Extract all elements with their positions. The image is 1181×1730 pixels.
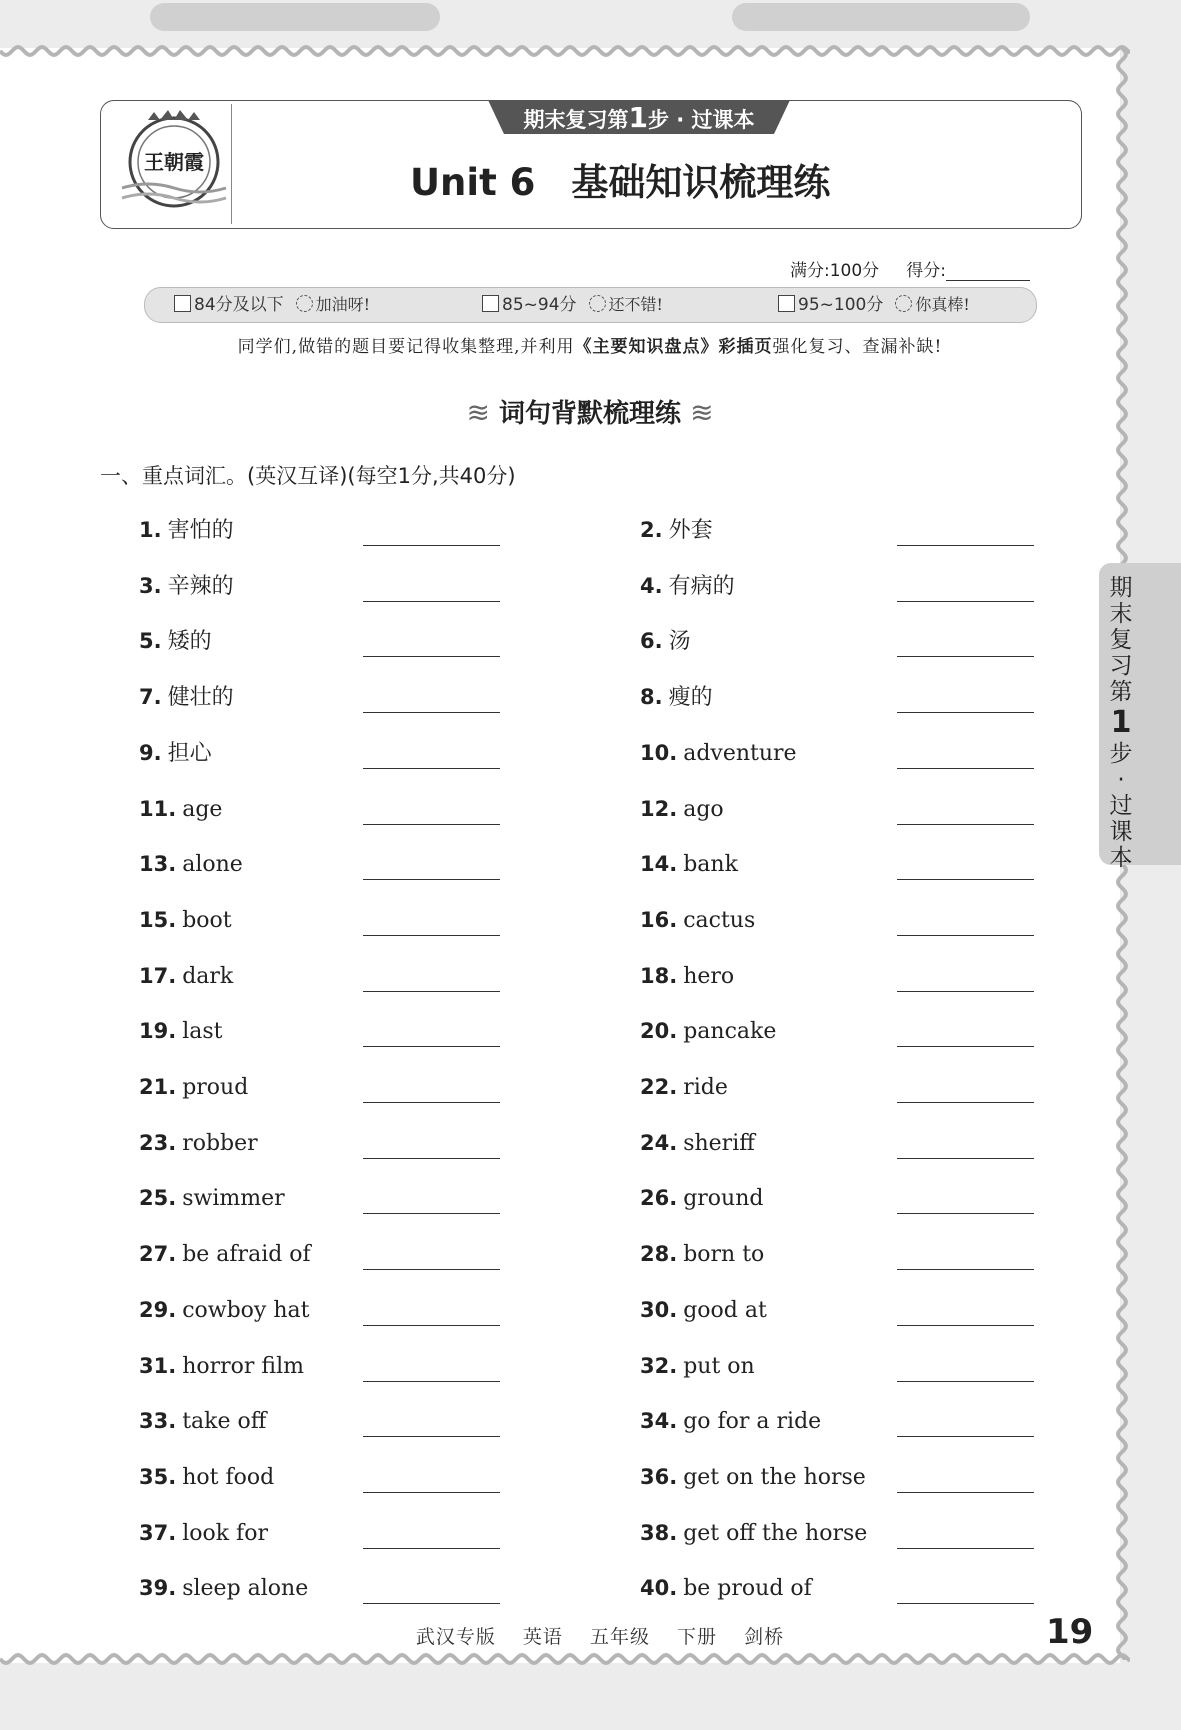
item-number: 31. [139, 1353, 177, 1378]
item-text: born to [683, 1242, 765, 1268]
item-number: 38. [640, 1520, 678, 1545]
score-blank[interactable] [946, 264, 1030, 281]
item-text: swimmer [182, 1186, 285, 1212]
side-tab-char: 期 [1109, 575, 1133, 601]
item-number: 12. [640, 796, 678, 821]
vocab-item [139, 1183, 285, 1213]
item-number: 40. [640, 1576, 678, 1601]
answer-blank[interactable] [363, 824, 500, 825]
section-title-text: 词句背默梳理练 [498, 399, 681, 429]
item-number: 39. [139, 1576, 177, 1601]
publisher-logo [118, 106, 230, 218]
vocab-item [640, 1072, 728, 1102]
answer-blank[interactable] [897, 1158, 1034, 1159]
item-number: 27. [139, 1242, 177, 1267]
item-text: 外套 [668, 518, 713, 543]
level-item-2 [482, 293, 663, 317]
level-range-1: 84分及以下 [194, 295, 284, 315]
banner-pre: 期末复习第 [523, 108, 629, 132]
item-text: good at [683, 1297, 767, 1323]
vocab-item [640, 1239, 764, 1269]
answer-blank[interactable] [363, 712, 500, 713]
answer-blank[interactable] [363, 935, 500, 936]
banner-post: 步 · 过课本 [647, 108, 755, 132]
item-text: bank [683, 852, 738, 878]
vocab-item [139, 961, 233, 991]
score-got-label: 得分: [906, 261, 946, 281]
item-number: 29. [139, 1297, 177, 1322]
vocab-item [139, 515, 234, 545]
side-tab-char: 习 [1109, 653, 1133, 679]
item-text: go for a ride [683, 1409, 822, 1435]
answer-blank[interactable] [363, 1213, 500, 1214]
item-number: 15. [139, 907, 177, 932]
level-range-2: 85~94分 [502, 295, 577, 315]
level-segment-3 [732, 3, 1030, 31]
item-number: 19. [139, 1019, 177, 1044]
title-main: 基础知识梳理练 [571, 161, 831, 204]
item-text: take off [182, 1409, 267, 1435]
vocab-item [640, 682, 713, 712]
vocab-item [640, 961, 734, 991]
item-text: 辛辣的 [167, 573, 234, 599]
item-number: 33. [139, 1409, 177, 1434]
item-text: ride [683, 1075, 728, 1100]
smile-face-icon [589, 295, 606, 312]
level-checkbox-3[interactable] [778, 295, 795, 312]
cheer-face-icon [296, 295, 313, 312]
answer-blank[interactable] [363, 1381, 500, 1382]
side-tab-char: 步 [1109, 741, 1133, 767]
vocab-item [640, 1016, 776, 1046]
page-number: 19 [1046, 1612, 1094, 1652]
item-number: 14. [640, 852, 678, 877]
item-number: 36. [640, 1464, 678, 1489]
item-number: 24. [640, 1130, 678, 1155]
item-number: 35. [139, 1464, 177, 1489]
answer-blank[interactable] [897, 935, 1034, 936]
item-text: cowboy hat [182, 1297, 310, 1323]
item-number: 8. [640, 685, 663, 710]
item-number: 1. [139, 518, 162, 542]
note-post: 强化复习、查漏补缺! [772, 337, 943, 357]
item-number: 17. [139, 963, 177, 988]
answer-blank[interactable] [363, 601, 500, 602]
item-text: cactus [683, 907, 756, 933]
vocab-item [139, 905, 232, 935]
vocab-item [640, 515, 713, 545]
answer-blank[interactable] [897, 1325, 1034, 1326]
answer-blank[interactable] [363, 991, 500, 992]
item-text: hot food [182, 1464, 275, 1490]
note-pre: 同学们,做错的题目要记得收集整理,并利用 [237, 337, 575, 357]
answer-blank[interactable] [897, 712, 1034, 713]
vocab-item [139, 794, 222, 824]
vocab-item [640, 1406, 821, 1436]
vocab-item [640, 626, 691, 656]
vocab-item [139, 1573, 308, 1603]
answer-blank[interactable] [363, 768, 500, 769]
footer-volume: 下册 [677, 1626, 718, 1648]
level-message-3: 你真棒! [915, 295, 970, 314]
vocab-item [139, 1239, 311, 1269]
vocab-item [139, 571, 234, 601]
answer-blank[interactable] [363, 1325, 500, 1326]
item-text: proud [182, 1075, 249, 1100]
answer-blank[interactable] [897, 1381, 1034, 1382]
vocab-item [139, 626, 212, 656]
page-title [410, 152, 880, 202]
wave-right-icon: ≋ [690, 396, 714, 429]
item-number: 37. [139, 1520, 177, 1545]
item-number: 11. [139, 796, 177, 821]
answer-blank[interactable] [363, 1269, 500, 1270]
item-text: get on the horse [683, 1464, 866, 1490]
answer-blank[interactable] [363, 1492, 500, 1493]
vocab-item [640, 1573, 812, 1603]
side-tab-char: 课 [1109, 819, 1133, 845]
item-number: 3. [139, 573, 162, 598]
item-text: alone [182, 852, 243, 878]
item-text: put on [683, 1353, 755, 1379]
side-tab-char: 1 [1110, 705, 1132, 740]
question-instruction: 一、重点词汇。(英汉互译)(每空1分,共40分) [100, 464, 516, 488]
level-item-3 [778, 293, 970, 317]
answer-blank[interactable] [363, 879, 500, 880]
item-text: 矮的 [167, 629, 212, 655]
top-wave-border [0, 44, 1130, 58]
footer [400, 1622, 800, 1652]
answer-blank[interactable] [897, 545, 1034, 546]
item-text: hero [683, 963, 735, 989]
answer-blank[interactable] [897, 1046, 1034, 1047]
footer-publisher: 剑桥 [744, 1626, 785, 1648]
vocab-item [640, 849, 738, 879]
item-number: 32. [640, 1353, 678, 1378]
answer-blank[interactable] [363, 1102, 500, 1103]
answer-blank[interactable] [897, 768, 1034, 769]
section-title [440, 393, 740, 433]
answer-blank[interactable] [363, 1603, 500, 1604]
item-text: be afraid of [182, 1242, 311, 1268]
side-tab-char: 第 [1109, 679, 1133, 705]
side-tab-char: 复 [1109, 627, 1133, 653]
vocab-item [640, 905, 755, 935]
answer-blank[interactable] [363, 1158, 500, 1159]
item-number: 6. [640, 629, 663, 654]
level-range-3: 95~100分 [798, 295, 884, 315]
item-number: 4. [640, 573, 663, 598]
item-text: pancake [683, 1019, 777, 1045]
item-text: 害怕的 [167, 518, 234, 543]
item-number: 10. [640, 740, 678, 765]
vocab-item [139, 1128, 258, 1158]
item-text: age [182, 796, 223, 822]
vocab-item [640, 1295, 767, 1325]
answer-blank[interactable] [897, 1436, 1034, 1437]
level-item-1 [174, 293, 370, 317]
level-checkbox-2[interactable] [482, 295, 499, 312]
answer-blank[interactable] [363, 1548, 500, 1549]
item-number: 25. [139, 1186, 177, 1211]
item-text: 瘦的 [668, 685, 713, 711]
vocab-item [139, 1462, 274, 1492]
footer-edition: 武汉专版 [415, 1626, 496, 1648]
item-number: 23. [139, 1130, 177, 1155]
item-number: 21. [139, 1075, 177, 1099]
vocab-item [139, 682, 234, 712]
vocab-item [640, 1128, 755, 1158]
item-number: 16. [640, 907, 678, 932]
item-text: robber [182, 1130, 258, 1156]
vocab-item [640, 738, 797, 768]
answer-blank[interactable] [897, 824, 1034, 825]
item-number: 30. [640, 1297, 678, 1322]
item-text: dark [182, 963, 234, 989]
vocab-item [640, 1518, 867, 1548]
level-message-2: 还不错! [608, 295, 663, 314]
logo-divider [231, 104, 232, 224]
item-number: 2. [640, 518, 663, 542]
item-number: 13. [139, 852, 177, 877]
vocab-item [640, 794, 724, 824]
answer-blank[interactable] [897, 1269, 1034, 1270]
footer-grade: 五年级 [589, 1626, 650, 1648]
item-text: 汤 [668, 629, 691, 655]
item-number: 5. [139, 629, 162, 654]
item-text: last [182, 1019, 223, 1045]
vocab-item [139, 1518, 268, 1548]
answer-blank[interactable] [897, 656, 1034, 657]
item-number: 28. [640, 1242, 678, 1267]
level-checkbox-1[interactable] [174, 295, 191, 312]
review-note [150, 332, 1030, 356]
item-text: sheriff [683, 1130, 755, 1156]
item-text: ground [683, 1186, 764, 1212]
answer-blank[interactable] [363, 1436, 500, 1437]
answer-blank[interactable] [363, 545, 500, 546]
side-tab-char: 本 [1109, 845, 1133, 871]
footer-subject: 英语 [522, 1626, 563, 1648]
item-text: look for [182, 1520, 268, 1546]
item-text: be proud of [683, 1576, 812, 1602]
answer-blank[interactable] [897, 1102, 1034, 1103]
answer-blank[interactable] [897, 1492, 1034, 1493]
side-tab-char: · [1117, 767, 1125, 793]
item-text: horror film [182, 1353, 304, 1379]
answer-blank[interactable] [897, 879, 1034, 880]
item-text: 健壮的 [167, 685, 234, 711]
vocab-item [139, 1072, 248, 1102]
level-segment-1 [150, 3, 440, 31]
answer-blank[interactable] [897, 1603, 1034, 1604]
answer-blank[interactable] [897, 1548, 1034, 1549]
answer-blank[interactable] [363, 656, 500, 657]
item-text: 有病的 [668, 573, 735, 599]
banner-label [488, 102, 790, 134]
answer-blank[interactable] [897, 601, 1034, 602]
vocab-item [139, 1016, 223, 1046]
answer-blank[interactable] [897, 991, 1034, 992]
vocab-item [640, 1351, 755, 1381]
logo-text: 王朝霞 [144, 150, 204, 174]
item-text: sleep alone [182, 1576, 309, 1602]
vocab-item [139, 738, 212, 768]
answer-blank[interactable] [363, 1046, 500, 1047]
level-message-1: 加油呀! [315, 295, 371, 314]
vocab-item [139, 1295, 309, 1325]
item-number: 22. [640, 1075, 678, 1099]
vocab-item [640, 571, 735, 601]
banner-step-number: 1 [628, 101, 648, 134]
item-text: ago [683, 796, 724, 822]
vocab-item [640, 1183, 763, 1213]
answer-blank[interactable] [897, 1213, 1034, 1214]
item-text: get off the horse [683, 1520, 868, 1546]
item-text: 担心 [167, 740, 212, 766]
bottom-wave-border [0, 1652, 1130, 1666]
item-number: 34. [640, 1409, 678, 1434]
vocab-item [139, 1406, 266, 1436]
item-number: 26. [640, 1186, 678, 1211]
item-text: adventure [683, 740, 797, 766]
item-text: boot [182, 907, 232, 933]
vocab-item [640, 1462, 866, 1492]
side-tab-char: 末 [1109, 601, 1133, 627]
note-book: 《主要知识盘点》彩插页 [574, 337, 773, 357]
side-tab-char: 过 [1109, 793, 1133, 819]
vocab-item [139, 1351, 304, 1381]
happy-face-icon [895, 295, 912, 312]
score-line [790, 256, 1040, 281]
side-tab-label [1106, 575, 1136, 871]
wave-left-icon: ≋ [466, 396, 490, 429]
item-number: 7. [139, 685, 162, 710]
item-number: 9. [139, 740, 162, 765]
item-number: 20. [640, 1019, 678, 1044]
title-unit: Unit 6 [410, 161, 536, 204]
vocab-item [139, 849, 243, 879]
item-number: 18. [640, 963, 678, 988]
full-score-label: 满分:100分 [790, 261, 880, 281]
